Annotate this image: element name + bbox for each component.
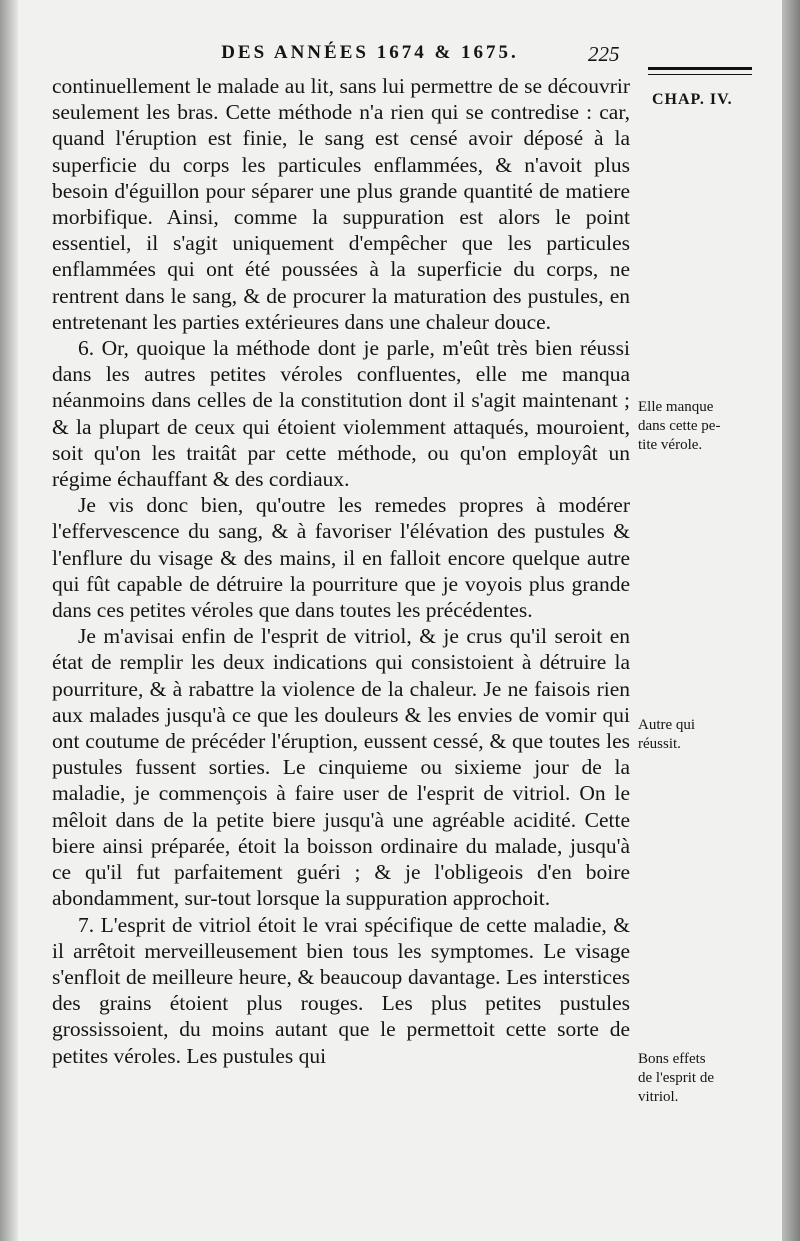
margin-note-elle-manque — [638, 398, 758, 455]
margin-note-line: Autre qui — [638, 717, 696, 733]
margin-note-line: Bons effets — [638, 1051, 706, 1067]
margin-note-line: réussit. — [638, 736, 681, 752]
margin-note-autre-qui-reussit — [638, 716, 758, 754]
main-text — [52, 73, 630, 1069]
paragraph: Je m'avisai enfin de l'esprit de vitriol, & je crus qu'il seroit en état de remplir les deux indications qui consistoient à détruire la pourriture, & à rabattre la violence de la chaleur. Je ne faisois rien aux malades jusqu'à ce que les douleurs & les envies de vomir qui ont coutume de précéder l'éruption, eussent cessé, & que toutes les pustules fussent sorties. Le cinquieme ou sixieme jour de la maladie, je commençois à faire user de l'esprit de vitriol. On le mêloit dans de la petite biere jusqu'à une agréable acidité. Cette biere ainsi préparée, étoit la boisson ordinaire du malade, jusqu'à ce qu'il fut parfaitement guéri ; & je l'obligeois d'en boire abondamment, sur-tout lorsque la suppuration approchoit. — [52, 624, 630, 911]
margin-note-line: Elle manque — [638, 399, 714, 415]
margin-note-line: de l'esprit de — [638, 1070, 715, 1086]
chapter-label: CHAP. IV. — [652, 91, 733, 108]
paragraph-6: 6. Or, quoique la méthode dont je parle, m'eût très bien réussi dans les autres petites véroles confluentes, elle me manqua néanmoins dans celles de la constitution dont il s'agit maintenant ; & la plupart de ceux qui étoient violemment attaqués, mouroient, soit qu'on les traitât par cette méthode, ou qu'on employât un régime échauffant & des cordiaux. — [52, 336, 630, 492]
page-number: 225 — [588, 42, 620, 66]
running-head: DES ANNÉES 1674 & 1675. — [221, 42, 519, 63]
chapter-rule-thin — [648, 74, 752, 75]
margin-note-line: dans cette pe- — [638, 418, 721, 434]
paragraph-continuation: continuellement le malade au lit, sans lui permettre de se découvrir seulement les bras. Cette méthode n'a rien qui se contredise : car, quand l'éruption est finie, le sang est censé avoir déposé à la superficie du corps les particules enflammées, & n'avoit plus besoin d'éguillon pour séparer une plus grande quantité de matiere morbifique. Ainsi, comme la suppuration est alors le point essentiel, il s'agit uniquement d'empêcher que les particules enflammées qui ont été poussées à la superficie du corps, ne rentrent dans le sang, & de procurer la maturation des pustules, en entretenant les parties extérieures dans une chaleur douce. — [52, 74, 630, 334]
page-edge-shadow — [782, 0, 800, 1241]
margin-note-line: vitriol. — [638, 1089, 679, 1105]
margin-note-line: tite vérole. — [638, 437, 703, 453]
margin-note-bons-effets — [638, 1050, 758, 1107]
paragraph-7: 7. L'esprit de vitriol étoit le vrai spécifique de cette maladie, & il arrêtoit merveilleusement bien tous les symptomes. Le visage s'enfloit de meilleure heure, & beaucoup davantage. Les interstices des grains étoient plus rouges. Les plus petites pustules grossissoient, du moins autant que le permettoit cette sorte de petites véroles. Les pustules qui — [52, 912, 630, 1068]
book-spine-shadow — [0, 0, 18, 1241]
chapter-rule-thick — [648, 67, 752, 70]
paragraph: Je vis donc bien, qu'outre les remedes propres à modérer l'effervescence du sang, & à favoriser l'élévation des pustules & l'enflure du visage & des mains, il en falloit encore quelque autre qui fût capable de détruire la pourriture que je voyois plus grande dans ces petites véroles que dans toutes les précédentes. — [52, 493, 630, 623]
